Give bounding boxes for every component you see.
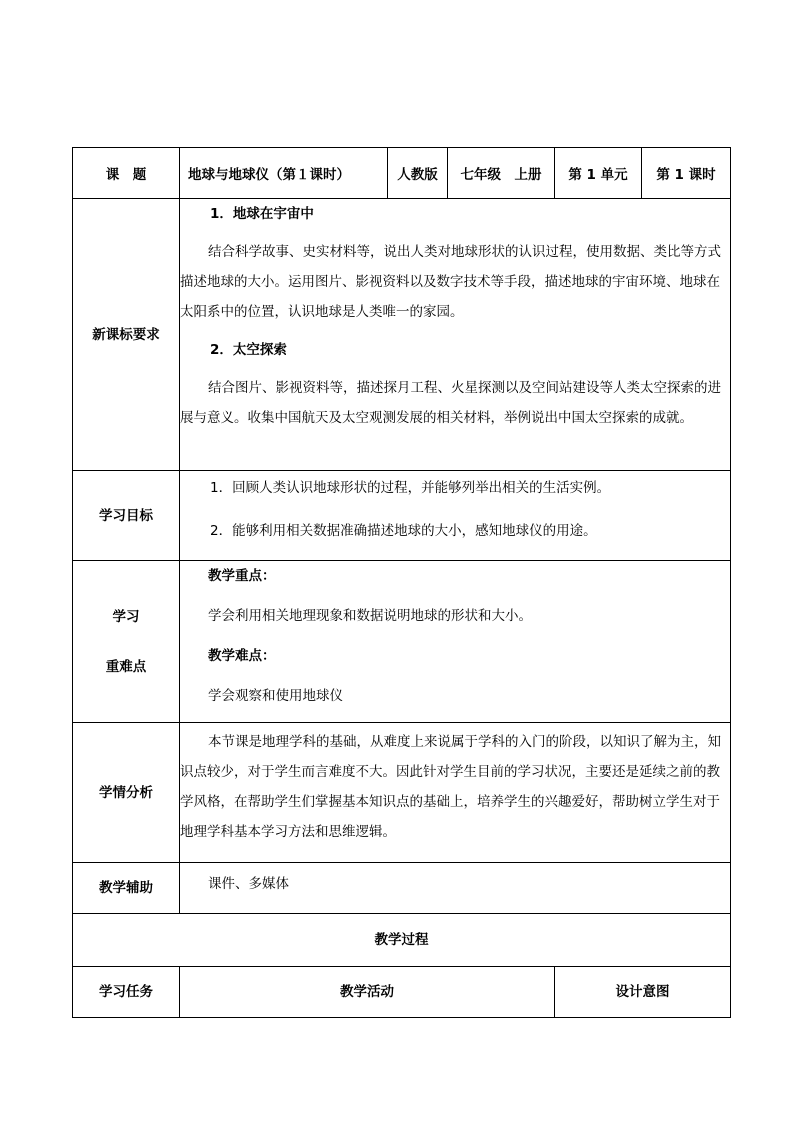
- focus-title: 教学重点：: [208, 568, 276, 584]
- lesson-plan-table: [72, 147, 731, 1018]
- objectives-row: [73, 471, 731, 561]
- grade: 七年级 上册: [448, 148, 555, 199]
- key-points-row: [73, 561, 731, 723]
- header-row: [73, 148, 731, 199]
- publisher: 人教版: [388, 148, 448, 199]
- curriculum-label: 新课标要求: [73, 199, 180, 471]
- analysis-row: [73, 723, 731, 863]
- curriculum-item2-text: 结合图片、影视资料等，描述探月工程、火星探测以及空间站建设等人类太空探索的进展与意义。收集中国航天及太空观测发展的相关材料，举例说出中国太空探索的成就。: [180, 380, 721, 426]
- subject-label: 课 题: [73, 148, 180, 199]
- key-points-label-line2: 重难点: [105, 658, 147, 675]
- process-title-row: [73, 914, 731, 967]
- process-title: 教学过程: [73, 914, 731, 967]
- lesson-number: 第 1 课时: [642, 148, 731, 199]
- key-points-content: [180, 561, 731, 723]
- curriculum-item2-title: 2．太空探索: [210, 342, 287, 358]
- curriculum-item1-title: 1．地球在宇宙中: [210, 206, 314, 222]
- key-points-label: [73, 561, 180, 723]
- key-points-label-line1: 学习: [112, 608, 140, 625]
- curriculum-content: [180, 199, 731, 471]
- curriculum-item1-text: 结合科学故事、史实材料等，说出人类对地球形状的认识过程，使用数据、类比等方式描述地球的大小。运用图片、影视资料以及数字技术等手段，描述地球的宇宙环境、地球在太阳系中的位置，认识地球是人类唯一的家园。: [180, 244, 721, 320]
- difficulty-text: 学会观察和使用地球仪: [208, 688, 343, 704]
- unit: 第 1 单元: [555, 148, 642, 199]
- analysis-text: 本节课是地理学科的基础，从难度上来说属于学科的入门的阶段，以知识了解为主，知识点较少，对于学生而言难度不大。因此针对学生目前的学习状况，主要还是延续之前的教学风格，在帮助学生们掌握基本知识点的基础上，培养学生的兴趣爱好，帮助树立学生对于地理学科基本学习方法和思维逻辑。: [180, 734, 721, 840]
- objectives-content: [180, 471, 731, 561]
- objectives-label: 学习目标: [73, 471, 180, 561]
- col-task-header: 学习任务: [73, 967, 180, 1018]
- objective-item: 1．回顾人类认识地球形状的过程，并能够列举出相关的生活实例。: [210, 480, 611, 496]
- objective-item: 2．能够利用相关数据准确描述地球的大小，感知地球仪的用途。: [210, 523, 597, 539]
- difficulty-title: 教学难点：: [208, 648, 276, 664]
- analysis-content: [180, 723, 731, 863]
- aids-content: [180, 863, 731, 914]
- aids-row: [73, 863, 731, 914]
- col-intent-header: 设计意图: [555, 967, 731, 1018]
- aids-label: 教学辅助: [73, 863, 180, 914]
- lesson-title: 地球与地球仪（第１课时）: [180, 148, 388, 199]
- curriculum-row: [73, 199, 731, 471]
- col-activity-header: 教学活动: [180, 967, 555, 1018]
- aids-text: 课件、多媒体: [208, 876, 289, 892]
- process-header-row: [73, 967, 731, 1018]
- focus-text: 学会利用相关地理现象和数据说明地球的形状和大小。: [208, 608, 532, 624]
- analysis-label: 学情分析: [73, 723, 180, 863]
